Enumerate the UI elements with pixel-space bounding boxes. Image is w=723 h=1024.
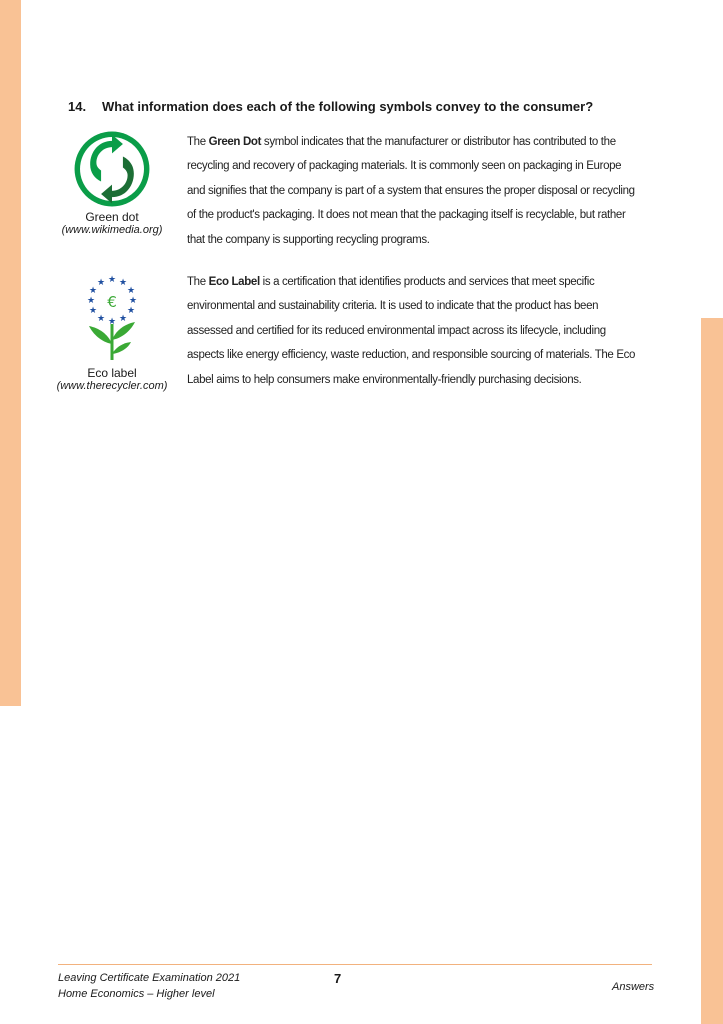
svg-text:★: ★: [96, 278, 106, 288]
eco-label-flower-icon: [77, 272, 147, 364]
eco-label-symbol: [44, 272, 180, 392]
svg-text:★: ★: [88, 306, 98, 316]
svg-text:★: ★: [118, 278, 128, 288]
svg-text:★: ★: [88, 286, 98, 296]
svg-text:€: €: [107, 293, 117, 311]
svg-text:★: ★: [118, 314, 128, 324]
green-dot-source: (www.wikimedia.org): [61, 224, 163, 236]
green-dot-term: Green Dot: [208, 136, 262, 148]
svg-text:★: ★: [107, 317, 117, 327]
svg-text:★: ★: [86, 296, 96, 306]
question-heading: [68, 99, 593, 114]
svg-text:★: ★: [126, 306, 136, 316]
green-dot-symbol: [50, 130, 174, 236]
green-dot-label: Green dot: [85, 210, 139, 224]
page-number: 7: [334, 971, 342, 986]
footer-exam: Leaving Certificate Examination 2021: [58, 972, 241, 984]
question-number: 14.: [68, 99, 87, 114]
left-accent-bar: [0, 0, 21, 706]
eco-label-label: Eco label: [87, 366, 137, 380]
eco-label-term: Eco Label: [208, 276, 260, 288]
svg-text:★: ★: [128, 296, 138, 306]
green-dot-answer: The Green Dot symbol indicates that the manufacturer or distributor has contributed to the recycling and recovery of packaging materials. It is commonly seen on packaging in Europe and signifies that the company is part of a system that ensures the proper disposal or recycling of the product's packaging. It does not mean that the packaging itself is recyclable, but rather that the company is supporting recycling programs.: [187, 136, 635, 246]
question-text: What information does each of the following symbols convey to the consumer?: [102, 99, 594, 114]
footer-subject: Home Economics – Higher level: [58, 988, 215, 1000]
green-dot-icon: [73, 130, 151, 208]
svg-text:★: ★: [126, 286, 136, 296]
footer-divider: [58, 964, 652, 965]
svg-text:★: ★: [96, 314, 106, 324]
svg-text:★: ★: [107, 275, 117, 285]
footer-exam-info: [58, 970, 240, 1002]
eco-label-source: (www.therecycler.com): [56, 380, 168, 392]
right-accent-bar: [701, 318, 723, 1024]
eco-label-answer: The Eco Label is a certification that identifies products and services that meet specific environmental and sustainability criteria. It is used to indicate that the product has been assessed and certified for its reduced environmental impact across its lifecycle, including aspects like energy efficiency, waste reduction, and responsible sourcing of materials. The Eco Label aims to help consumers make environmentally-friendly purchasing decisions.: [187, 276, 636, 386]
footer-section: Answers: [612, 981, 655, 993]
